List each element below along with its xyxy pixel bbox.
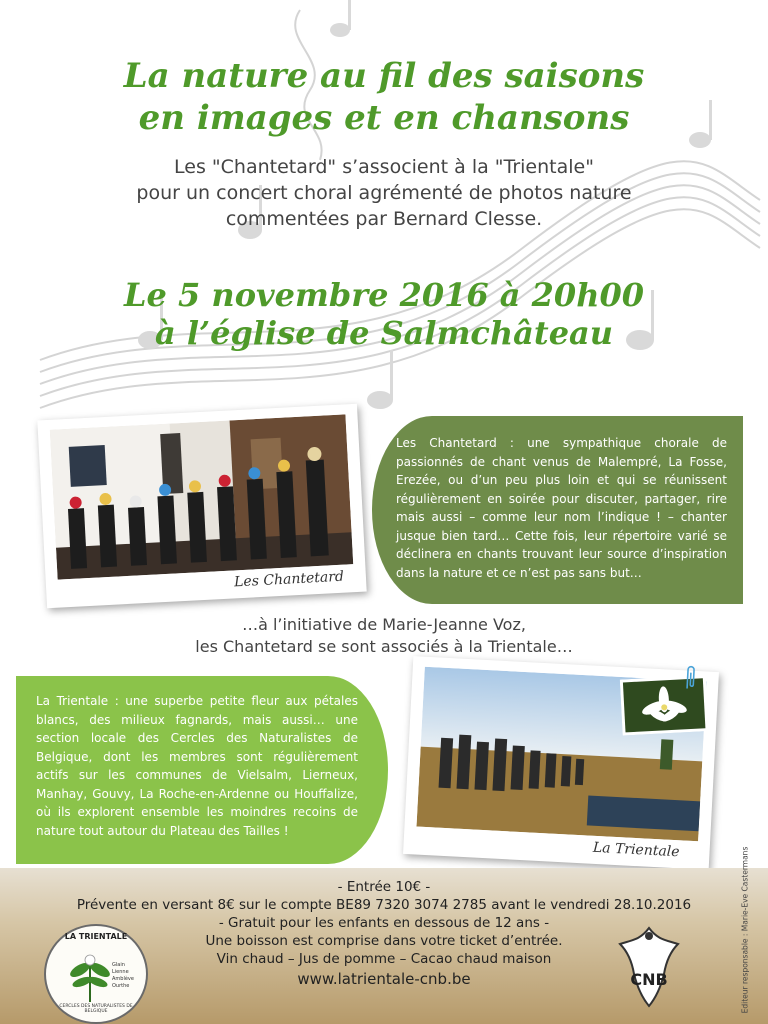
drink-info: Une boisson est comprise dans votre ticket d’entrée. [205,933,563,949]
cnb-text: CNB [630,970,668,989]
event-place: à l’église de Salmchâteau [154,314,614,352]
logo-ring-text: CERCLES DES NATURALISTES DE BELGIQUE [59,1004,133,1014]
chantetard-description: Les Chantetard : une sympathique chorale de passionnés de chant venus de Malempré, La Fosse, Erezée, ou d’un peu plus loin et qui se réunissent régulièrement en soirée pour discuter, partager, rire mais aussi – comme leur nom l’indique ! – chanter jusque bien tard… Cette fois, leur répertoire varié se déclinera en chants trouvant leur source d’inspiration dans la nature et ce n’est pas sans but… [396,436,727,580]
entry-price: - Entrée 10€ - [337,879,431,895]
website-link[interactable]: www.latrientale-cnb.be [297,970,471,988]
trientale-photo-frame [403,656,719,870]
cnb-emblem-icon [610,922,688,1008]
cnb-logo [610,922,688,1008]
intro-line2: pour un concert choral agrémenté de photos nature [136,182,632,204]
chantetard-photo-frame [37,404,366,608]
drink-menu: Vin chaud – Jus de pomme – Cacao chaud maison [216,951,552,967]
chantetard-caption: Les Chantetard [233,568,345,591]
trientale-description-box [16,676,388,864]
event-date: Le 5 novembre 2016 à 20h00 [124,276,644,314]
presale-info: Prévente en versant 8€ sur le compte BE89 7320 3074 2785 avant le vendredi 28.10.2016 [76,897,692,913]
intro-line1: Les "Chantetard" s’associent à la "Trientale" [174,156,594,178]
poster-title-line2: en images et en chansons [138,98,630,138]
children-free: - Gratuit pour les enfants en dessous de 12 ans - [218,915,550,931]
logo-towns: Glain Lienne Amblève Ourthe [112,962,134,989]
chantetard-description-box [372,416,743,604]
chantetard-choir-photo [50,414,353,579]
trientale-plant-icon [68,946,112,1002]
trientale-caption: La Trientale [592,839,680,861]
initiative-line2: les Chantetard se sont associés à la Trientale… [195,637,573,656]
logo-title: LA TRIENTALE [64,932,128,941]
intro-line3: commentées par Bernard Clesse. [225,208,543,230]
paperclip-icon [684,664,697,691]
poster-title-line1: La nature au fil des saisons [123,56,645,96]
initiative-line1: …à l’initiative de Marie-Jeanne Voz, [242,615,526,634]
editor-note-container [738,840,752,1020]
la-trientale-logo [44,924,148,1024]
editor-note: Editeur responsable : Marie-Eve Castermans [740,846,750,1014]
trientale-description: La Trientale : une superbe petite fleur aux pétales blancs, des milieux fagnards, mais aussi… une section locale des Cercles des Naturalistes de Belgique, dont les membres sont régulièrement actifs sur les communes de Vielsalm, Lierneux, Manhay, Gouvy, La Roche-en-Ardenne ou Houffalize, où ils explorent ensemble les moindres recoins de nature tout autour du Plateau des Tailles ! [36,694,358,838]
